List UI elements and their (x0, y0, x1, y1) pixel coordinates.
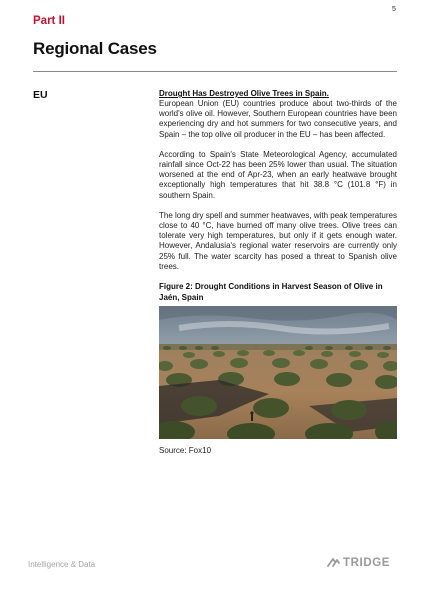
tridge-logo-icon (327, 556, 340, 569)
tridge-logo (327, 556, 390, 569)
article-paragraph-2: According to Spain's State Meteorological Agency, accumulated rainfall since Oct-22 has been 25% lower than usual. The situation worsened at the end of Apr-23, when an early heatwave brought exceptionally high temperatures that hit 38.8 °C (101.8 °F) in southern Spain. (159, 149, 397, 200)
footer-text: Intelligence & Data (28, 560, 96, 569)
article-column (159, 89, 397, 455)
page-number: 5 (392, 6, 396, 13)
article-paragraph-3: The long dry spell and summer heatwaves, with peak temperatures close to 40 °C, have burned off many olive trees. Olive trees can tolerate very high temperatures, but only if it gets enough water. However, Andalusia's regional water reservoirs are currently only 25% full. The water scarcity has posed a threat to Spanish olive trees. (159, 210, 397, 271)
olive-grove-photo (159, 306, 397, 439)
figure-source: Source: Fox10 (159, 446, 212, 456)
region-label: EU (33, 89, 48, 101)
part-label: Part II (33, 15, 65, 27)
figure-caption: Figure 2: Drought Conditions in Harvest Season of Olive in Jaén, Spain (159, 282, 383, 302)
article-paragraph-1: European Union (EU) countries produce about two-thirds of the world's olive oil. However, Southern European countries have been experiencing dry and hot summers for two consecutive years, and Spain – the top olive oil producer in the EU – has been affected. (159, 99, 397, 139)
logo-wordmark: TRIDGE (343, 556, 391, 569)
section-title: Regional Cases (33, 39, 157, 58)
header-divider (33, 71, 397, 72)
article-headline: Drought Has Destroyed Olive Trees in Spain. (159, 89, 329, 98)
